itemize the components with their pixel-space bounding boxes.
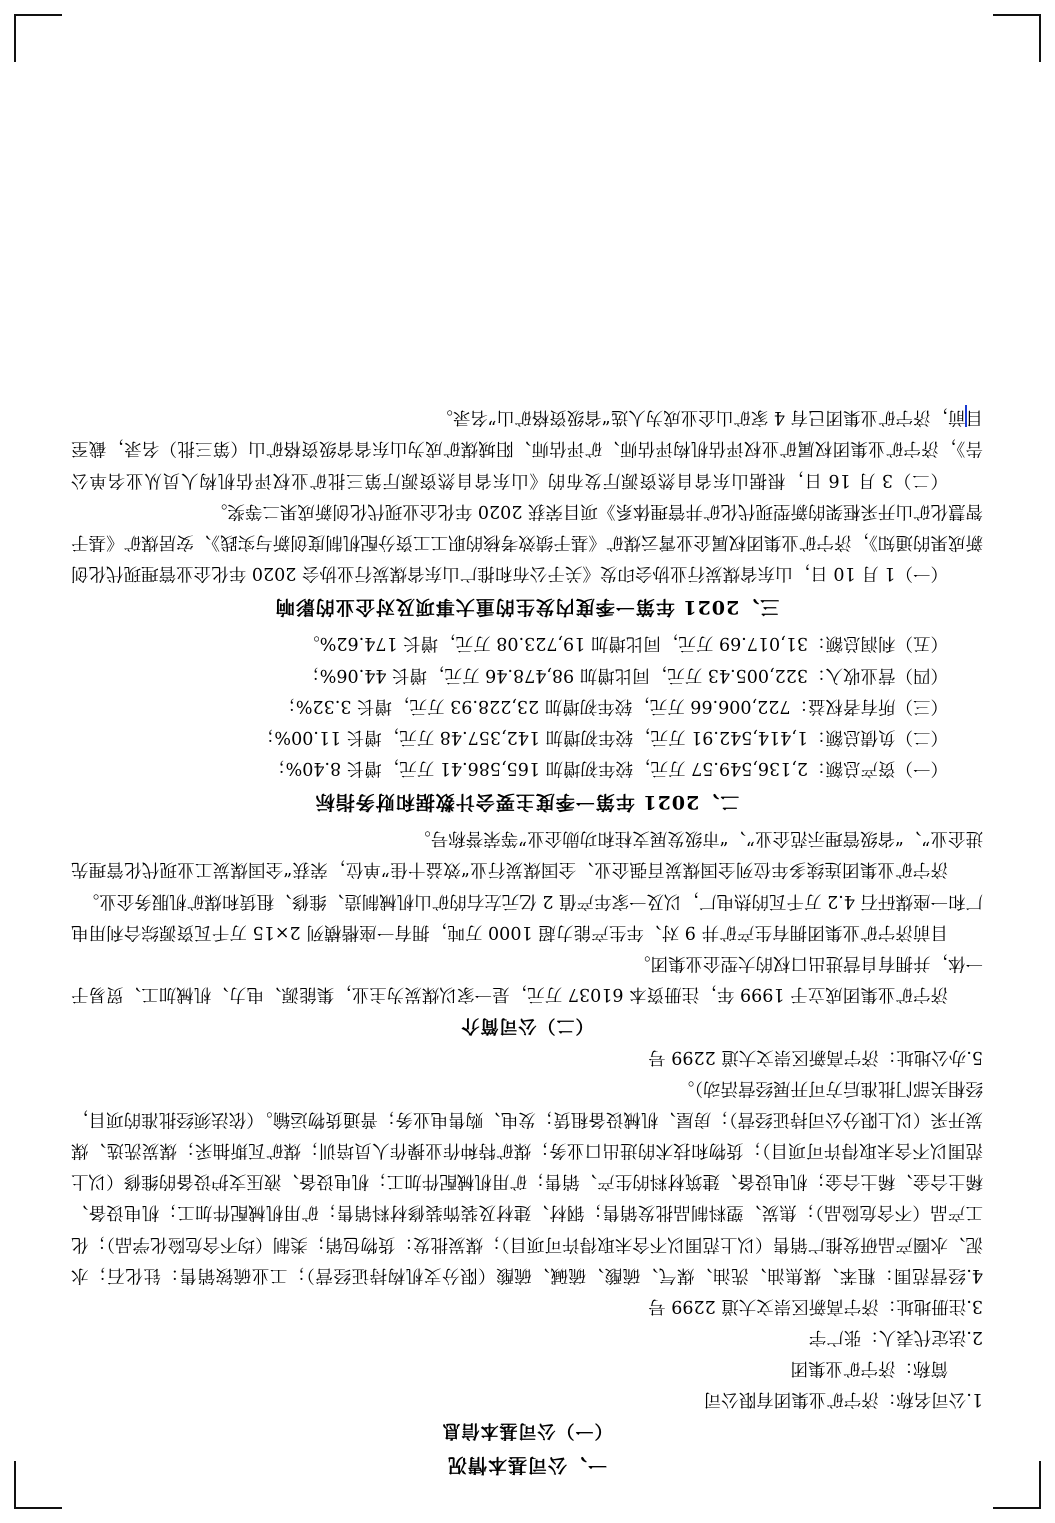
section-1-heading: 一、公司基本情况 <box>447 1454 608 1476</box>
business-scope-line: 4.经营范围：粗苯、煤焦油、洗油、煤气、硫酸、硫碱、硫酸（限分支机构持证经营）；工业硫铵销售：钍化石；水泥、水圈产品研发推广销售（以上范围以不含未取得许可项目）；煤炭批发：货物包销；类制（均不含危险化学品）；化工产品（不含危险品）；焦炭、塑料制品批发销售；钢材、建材及装饰装修材料销售；矿用机械配件加工；机电设备、稀土合金、稀土合金；机电设备、建筑材料的生产、销售；矿用机械配件加工；机电设备、液压支护设备的维修（以上范围以不含未取得许可项目）；货物和技术的进出口业务；煤矿特种作业操作人员培训；煤矿瓦斯抽采；煤炭洗选、煤炭开采（以上限分公司持证经营）；房屋、机械设备租赁；发电、购售电业务；普通货物运输。（依法须经批准的项目，经相关部门批准后方可开展经营活动）。 <box>71 1077 983 1285</box>
legal-representative-line: 2.法定代表人：张广宇 <box>808 1326 983 1347</box>
financial-item-owners-equity: （三）所有者权益：722,006.66 万元，较年初增加 23,228.93 万元，增长 3.32%； <box>278 695 948 716</box>
document-body <box>71 401 983 1481</box>
company-name-line: 1.公司名称：济宁矿业集团有限公司 <box>703 1389 983 1410</box>
financial-item-operating-revenue: （四）营业收入：322,005.43 万元，同比增加 98,478.46 万元，增长 44.06%； <box>302 664 948 685</box>
crop-mark-top-left <box>993 1461 1041 1509</box>
major-event-paragraph-1: （一）1 月 10 日，山东省煤炭行业协会印发《关于公布和推广山东省煤炭行业协会 2020 年化企业管理现代化创新成果的通知》，济宁矿业集团权属企业霄云煤矿《基于绩效考核的职工工资分配机制度创新与实践》、安居煤矿《基于智慧化矿山开采框架的新型现代化矿井管理体系》项目荣获 2020 年化企业现代化创新成果二等奖。 <box>71 500 983 584</box>
registered-address-line: 3.注册地址：济宁高新区崇文大道 2299 号 <box>648 1295 983 1316</box>
section-3-heading: 三、2021 年第一季度内发生的重大事项及对企业的影响 <box>274 596 780 619</box>
company-short-name-line: 简称：济宁矿业集团 <box>790 1358 948 1379</box>
section-1-1-heading: （一）公司基本信息 <box>441 1419 613 1441</box>
company-profile-paragraph-1: 济宁矿业集团成立于 1999 年，注册资本 61037 万元，是一家以煤炭为主业，集能源、电力、机械加工、贸易于一体，并拥有自营进出口权的大型企业集团。 <box>71 952 983 1005</box>
office-address-line: 5.办公地址：济宁高新区崇文大道 2299 号 <box>648 1046 983 1067</box>
crop-mark-top-right <box>14 1461 62 1509</box>
financial-item-total-liabilities: （二）负债总额：1,414,542.91 万元，较年初增加 142,357.48 万元，增长 11.00%； <box>256 726 948 747</box>
crop-mark-bottom-left <box>993 14 1041 62</box>
major-event-paragraph-2: （二）3 月 16 日，根据山东省自然资源厅发布的《山东省自然资源厅第三批矿业权评估机构人员从业名单公告》，济宁矿业集团权属矿业权评估机构评估师、矿评估师、阳城煤矿成为山东省省级资格矿山（第三批）名录，截至目前，济宁矿业集团已有 4 家矿山企业成为人选“省级资格矿山”名录。 <box>71 407 983 490</box>
crop-mark-bottom-right <box>14 14 62 62</box>
company-profile-paragraph-3: 济宁矿业集团连续多年位列全国煤炭百强企业、全国煤炭行业“效益十佳”单位，荣获“全国煤炭工业现代化管理先进企业”、“省级管理示范企业”、“市级发展支柱和功勋企业”等荣誉称号。 <box>71 828 983 880</box>
section-2-heading: 二、2021 年第一季度主要会计数据和财务指标 <box>314 791 740 814</box>
company-profile-paragraph-2: 目前济宁矿业集团拥有生产矿井 9 对、年生产能力超 1000 万吨，拥有一座楷横列 2×15 万千瓦资源综合利用电厂和一座煤矸石 4.2 万千瓦的热电厂，以及一家年产值 2 亿元左右的矿山机械制造、维修、租赁和煤矿机服务企业。 <box>71 890 983 942</box>
section-1-2-heading: （二）公司简介 <box>460 1014 594 1036</box>
financial-item-total-assets: （一）资产总额：2,136,549.57 万元，较年初增加 165,586.41 万元，增长 8.40%； <box>268 757 948 778</box>
financial-item-total-profit: （五）利润总额：31,017.69 万元，同比增加 19,723.08 万元，增长 174.62%。 <box>302 633 948 654</box>
